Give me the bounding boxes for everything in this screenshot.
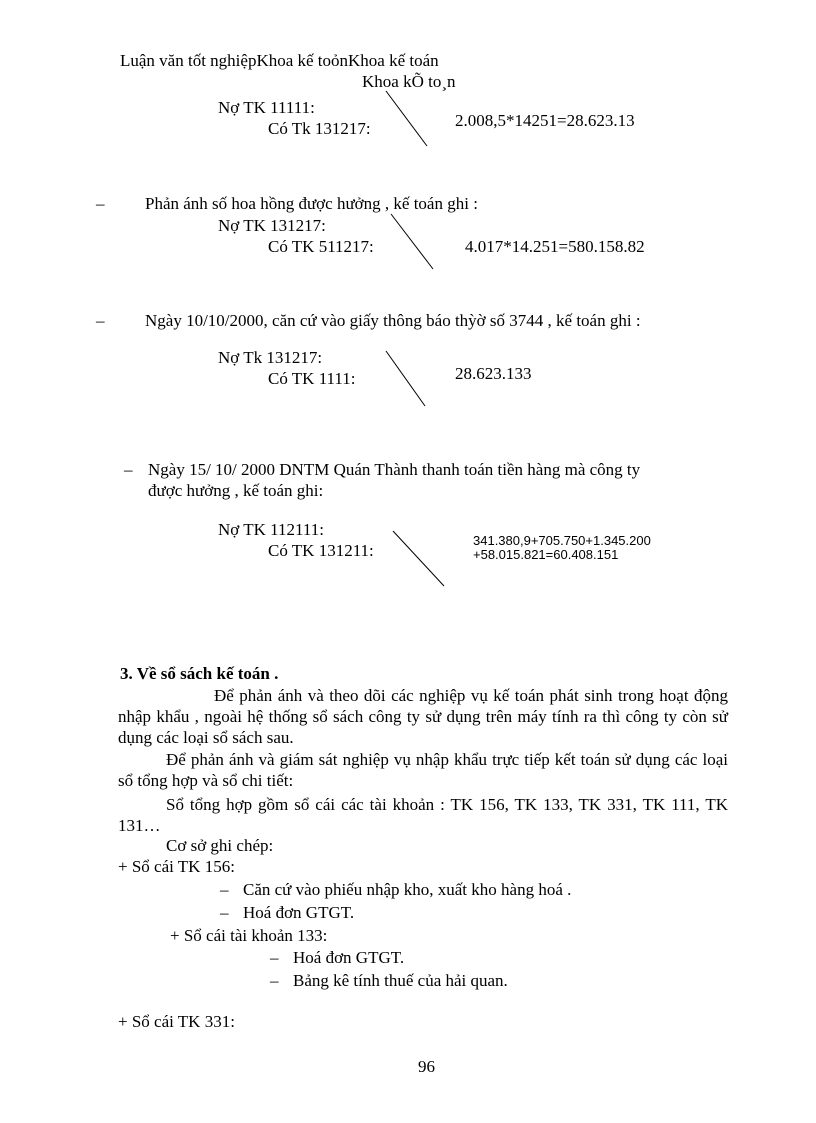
bullet-1-text: Phản ánh số hoa hồng được hưởng , kế toán ghi : xyxy=(145,194,478,213)
ledger-133-item: Hoá đơn GTGT. xyxy=(293,948,405,967)
ledger-133-item: Bảng kê tính thuế của hải quan. xyxy=(293,971,508,990)
bullet-dash: – xyxy=(270,971,279,990)
section-title: 3. Về sổ sách kế toán . xyxy=(120,664,279,683)
ledger-133-heading: + Sổ cái tài khoản 133: xyxy=(170,926,328,945)
entry-4-debit: Nợ TK 112111: xyxy=(218,520,324,539)
bullet-dash: – xyxy=(220,903,229,922)
entry-1-amount: 2.008,5*14251=28.623.13 xyxy=(455,111,635,130)
bullet-2-text: Ngày 10/10/2000, căn cứ vào giấy thông báo thỳờ số 3744 , kế toán ghi : xyxy=(145,311,641,330)
entry-3-debit: Nợ Tk 131217: xyxy=(218,348,323,367)
ledger-331-heading: + Sổ cái TK 331: xyxy=(118,1012,235,1031)
entry-4-amount-line2: +58.015.821=60.408.151 xyxy=(473,547,619,562)
entry-2-amount: 4.017*14.251=580.158.82 xyxy=(465,237,645,256)
bullet-dash: – xyxy=(270,948,279,967)
running-header-garbled: Khoa kÕ to¸n xyxy=(362,72,456,91)
entry-3-credit: Có TK 1111: xyxy=(268,369,356,388)
paragraph-3: Sổ tổng hợp gồm sổ cái các tài khoản : TK 156, TK 133, TK 331, TK 111, TK 131… xyxy=(118,795,728,835)
bullet-3-text-line1: Ngày 15/ 10/ 2000 DNTM Quán Thành thanh toán tiền hàng mà công ty xyxy=(148,460,641,479)
page-number: 96 xyxy=(418,1057,435,1076)
entry-4-slash xyxy=(392,530,447,588)
entry-3-slash xyxy=(385,350,430,408)
paragraph-4: Cơ sở ghi chép: xyxy=(166,836,274,855)
running-header: Luận văn tốt nghiệpKhoa kế toỏnKhoa kế toán xyxy=(120,51,439,70)
bullet-dash: – xyxy=(96,311,105,330)
bullet-dash: – xyxy=(220,880,229,899)
bullet-dash: – xyxy=(96,194,105,213)
entry-1-credit: Có Tk 131217: xyxy=(268,119,371,138)
entry-4-credit: Có TK 131211: xyxy=(268,541,374,560)
bullet-3-text-line2: được hưởng , kế toán ghi: xyxy=(148,481,324,500)
bullet-dash: – xyxy=(124,460,133,479)
entry-4-amount-line1: 341.380,9+705.750+1.345.200 xyxy=(473,533,651,548)
entry-1-slash xyxy=(385,90,430,148)
ledger-156-heading: + Sổ cái TK 156: xyxy=(118,857,235,876)
paragraph-2: Để phản ánh và giám sát nghiệp vụ nhập khẩu trực tiếp kết toán sử dụng các loại sổ tổng hợp và sổ chi tiết: xyxy=(118,750,728,790)
ledger-156-item: Hoá đơn GTGT. xyxy=(243,903,355,922)
ledger-156-item: Căn cứ vào phiếu nhập kho, xuất kho hàng hoá . xyxy=(243,880,572,899)
entry-3-amount: 28.623.133 xyxy=(455,364,532,383)
paragraph-1: Để phản ánh và theo dõi các nghiệp vụ kế toán phát sinh trong hoạt động nhập khẩu , ngoài hệ thống sổ sách công ty sử dụng trên máy tính ra thì công ty còn sử dụng các loại sổ sách sau. xyxy=(118,686,728,747)
entry-1-debit: Nợ TK 11111: xyxy=(218,98,315,117)
entry-2-credit: Có TK 511217: xyxy=(268,237,374,256)
entry-2-debit: Nợ TK 131217: xyxy=(218,216,326,235)
entry-2-slash xyxy=(390,213,435,271)
